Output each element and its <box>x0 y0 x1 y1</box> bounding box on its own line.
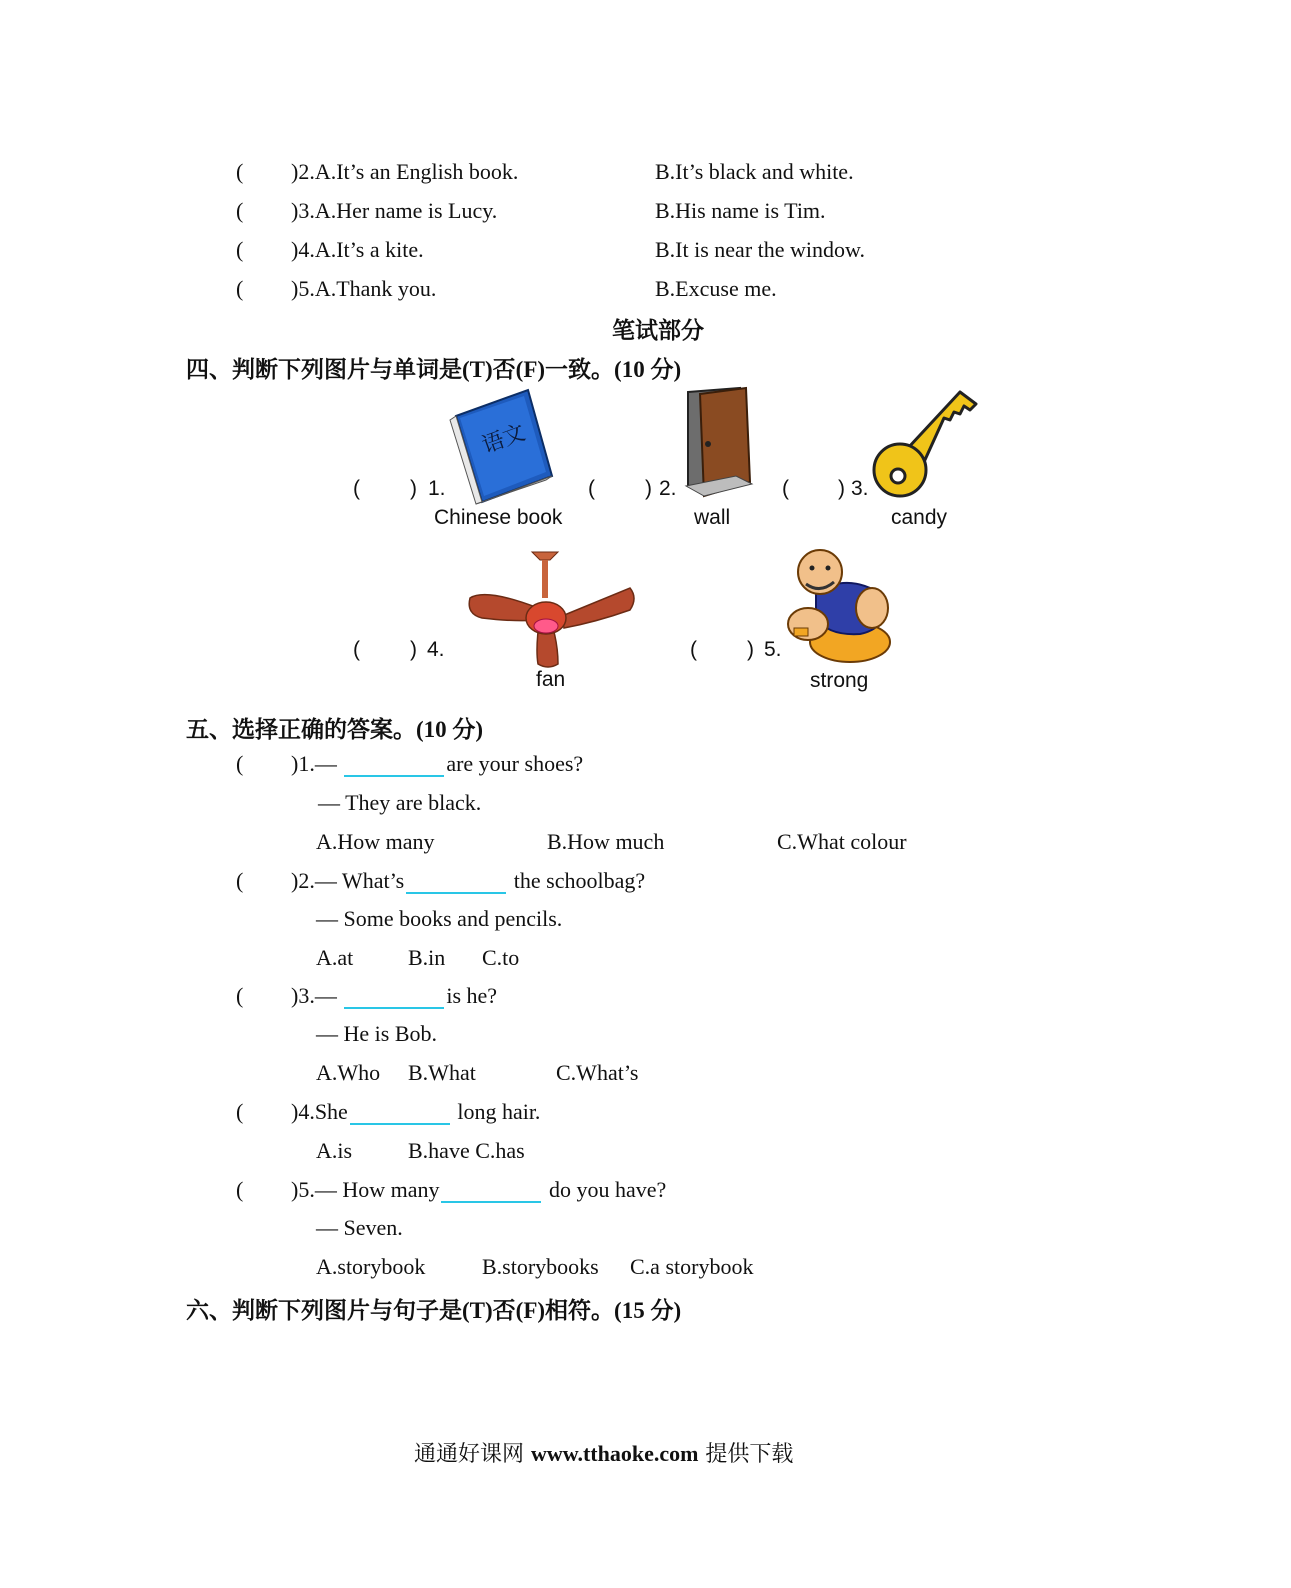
option-b: B.It is near the window. <box>655 237 865 262</box>
answer-paren: ( <box>236 868 244 893</box>
section6-heading: 六、判断下列图片与句子是(T)否(F)相符。(15 分) <box>186 1298 682 1324</box>
answer-paren-open: ( <box>353 638 360 661</box>
section5-heading: 五、选择正确的答案。(10 分) <box>186 717 484 743</box>
option-b: B.It’s black and white. <box>655 159 854 184</box>
question-response: — Some books and pencils. <box>316 906 563 931</box>
item-number: 2. <box>659 477 677 500</box>
item-number: 5. <box>764 638 782 661</box>
question-response: — They are black. <box>318 790 482 815</box>
svg-text:语文: 语文 <box>478 420 529 459</box>
item-number: 4. <box>427 638 445 661</box>
item-word: fan <box>536 668 566 691</box>
question-response: — He is Bob. <box>316 1021 437 1046</box>
option-a: A.is <box>316 1138 353 1163</box>
section4-heading: 四、判断下列图片与单词是(T)否(F)一致。(10 分) <box>186 357 682 383</box>
footer-url[interactable]: www.tthaoke.com <box>531 1441 699 1466</box>
option-a: A.How many <box>316 829 435 854</box>
answer-paren: ( <box>236 159 244 184</box>
item-word: Chinese book <box>434 506 563 529</box>
option-b: B.How much <box>547 829 665 854</box>
question-line: )2.— What’s the schoolbag? <box>291 868 646 893</box>
answer-paren: ( <box>236 751 244 776</box>
question-line: )1.— are your shoes? <box>291 751 584 776</box>
answer-blank[interactable] <box>406 870 506 894</box>
item-word: wall <box>694 506 731 529</box>
question-line: )3.— is he? <box>291 983 498 1008</box>
option-a: A.at <box>316 945 354 970</box>
option-a: )2.A.It’s an English book. <box>291 159 519 184</box>
ceiling-fan-icon <box>466 548 638 668</box>
key-icon <box>872 386 980 498</box>
item-word: strong <box>810 669 869 692</box>
answer-paren-open: ( <box>782 477 789 500</box>
answer-blank[interactable] <box>344 753 444 777</box>
answer-paren: ( <box>236 1099 244 1124</box>
option-a: A.Who <box>316 1060 381 1085</box>
option-b: B.have C.has <box>408 1138 525 1163</box>
answer-paren: ( <box>236 983 244 1008</box>
answer-paren-close: ) <box>747 638 754 661</box>
item-number: 3. <box>851 477 869 500</box>
option-c: C.What’s <box>556 1060 639 1085</box>
option-b: B.in <box>408 945 446 970</box>
page-footer: 通通好课网 www.tthaoke.com 提供下载 <box>414 1441 794 1467</box>
question-line: )4.She long hair. <box>291 1099 541 1124</box>
option-b: B.storybooks <box>482 1254 599 1279</box>
option-a: )4.A.It’s a kite. <box>291 237 424 262</box>
option-c: C.to <box>482 945 520 970</box>
answer-paren-close: ) <box>838 477 845 500</box>
option-b: B.Excuse me. <box>655 276 777 301</box>
answer-blank[interactable] <box>441 1179 541 1203</box>
answer-paren: ( <box>236 276 244 301</box>
answer-paren-open: ( <box>353 477 360 500</box>
question-line: )5.— How many do you have? <box>291 1177 667 1202</box>
option-a: )3.A.Her name is Lucy. <box>291 198 498 223</box>
option-c: C.a storybook <box>630 1254 754 1279</box>
answer-paren: ( <box>236 198 244 223</box>
answer-paren-close: ) <box>410 638 417 661</box>
answer-paren-close: ) <box>645 477 652 500</box>
option-b: B.His name is Tim. <box>655 198 826 223</box>
strong-man-icon <box>780 548 896 666</box>
answer-paren-open: ( <box>588 477 595 500</box>
option-c: C.What colour <box>777 829 907 854</box>
item-number: 1. <box>428 477 446 500</box>
option-b: B.What <box>408 1060 476 1085</box>
answer-blank[interactable] <box>350 1101 450 1125</box>
question-response: — Seven. <box>316 1215 403 1240</box>
option-a: )5.A.Thank you. <box>291 276 437 301</box>
written-section-title: 笔试部分 <box>612 318 704 344</box>
answer-paren-close: ) <box>410 477 417 500</box>
option-a: A.storybook <box>316 1254 426 1279</box>
item-word: candy <box>891 506 948 529</box>
chinese-book-icon <box>446 384 561 509</box>
answer-paren: ( <box>236 237 244 262</box>
answer-paren: ( <box>236 1177 244 1202</box>
answer-paren-open: ( <box>690 638 697 661</box>
door-icon <box>680 386 755 504</box>
answer-blank[interactable] <box>344 985 444 1009</box>
